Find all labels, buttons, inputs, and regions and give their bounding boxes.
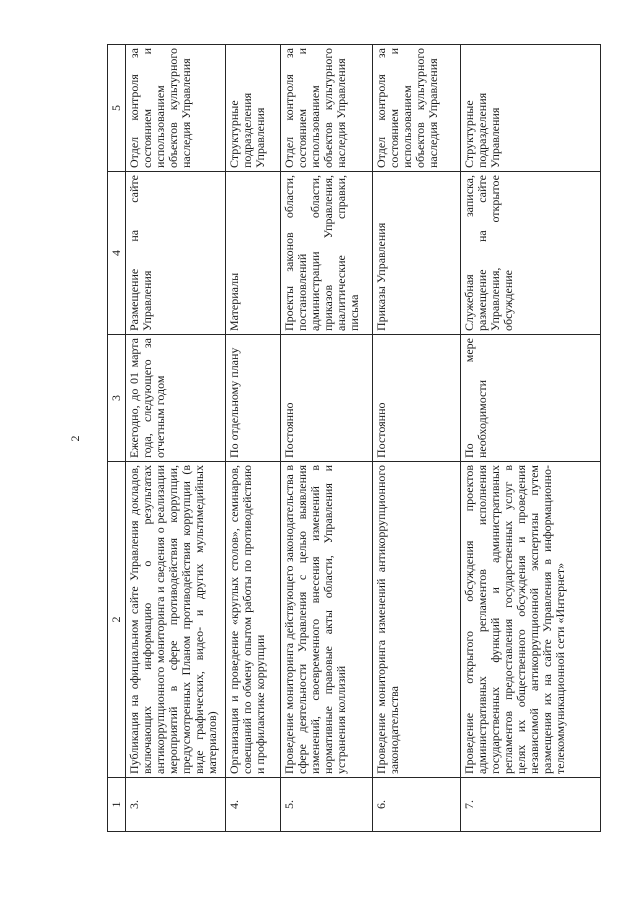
cell-result: Размещение на сайте Управления	[126, 172, 226, 335]
cell-activity: Проведение мониторинга действующего законодательства в сфере деятельности Управления с целью выявления изменений, своевременного внесения изменений в нормативные правовые акты области, Управления и устранения коллизий	[281, 462, 373, 778]
cell-responsible: Отдел контроля за состоянием и использованием объектов культурного наследия Управления	[126, 45, 226, 172]
cell-responsible: Отдел контроля за состоянием и использованием объектов культурного наследия Управления	[281, 45, 373, 172]
cell-result: Служебная записка, размещение на сайте Управления, открытое обсуждение	[461, 172, 601, 335]
header-cell-responsible: 5	[108, 45, 126, 172]
cell-result: Проекты законов области, постановлений администрации области, приказов Управления, аналитические справки, письма	[281, 172, 373, 335]
cell-activity: Организация и проведение «круглых столов», семинаров, совещаний по обмену опытом работы по противодействию и профилактике коррупции	[226, 462, 281, 778]
table-row	[126, 45, 226, 832]
cell-responsible: Отдел контроля за состоянием и использованием объектов культурного наследия Управления	[373, 45, 461, 172]
cell-deadline: Постоянно	[373, 335, 461, 462]
cell-result: Материалы	[226, 172, 281, 335]
cell-item-number: 7.	[461, 778, 601, 832]
table-row	[461, 45, 601, 832]
cell-item-number: 6.	[373, 778, 461, 832]
cell-activity: Публикация на официальном сайте Управления докладов, включающих информацию о результатах антикоррупционного мониторинга и сведения о реализации мероприятий в сфере противодействия коррупции, предусмотренных Планом противодействия коррупции (в виде графических, видео- и других мультимедийных материалов)	[126, 462, 226, 778]
cell-deadline: По мере необходимости	[461, 335, 601, 462]
header-cell-deadline: 3	[108, 335, 126, 462]
cell-responsible: Структурные подразделения Управления	[461, 45, 601, 172]
table-row	[281, 45, 373, 832]
header-cell-result: 4	[108, 172, 126, 335]
table-row	[373, 45, 461, 832]
header-cell-activity: 2	[108, 462, 126, 778]
header-row	[108, 45, 126, 832]
cell-item-number: 5.	[281, 778, 373, 832]
page-number: 2	[68, 435, 82, 442]
cell-deadline: По отдельному плану	[226, 335, 281, 462]
cell-item-number: 4.	[226, 778, 281, 832]
cell-activity: Проведение открытого обсуждения проектов административных регламентов исполнения государственных функций и административных регламентов предоставления государственных услуг в целях их общественного обсуждения и проведения независимой антикоррупционной экспертизы путем размещения их на сайте Управления в информационно-телекоммуникационной сети «Интернет»	[461, 462, 601, 778]
cell-item-number: 3.	[126, 778, 226, 832]
cell-deadline: Постоянно	[281, 335, 373, 462]
cell-result: Приказы Управления	[373, 172, 461, 335]
document-sheet	[62, 45, 601, 832]
cell-deadline: Ежегодно, до 01 марта года, следующего за отчетным годом	[126, 335, 226, 462]
header-cell-number: 1	[108, 778, 126, 832]
action-plan-table	[107, 44, 601, 832]
table-row	[226, 45, 281, 832]
cell-activity: Проведение мониторинга изменений антикоррупционного законодательства	[373, 462, 461, 778]
cell-responsible: Структурные подразделения Управления	[226, 45, 281, 172]
